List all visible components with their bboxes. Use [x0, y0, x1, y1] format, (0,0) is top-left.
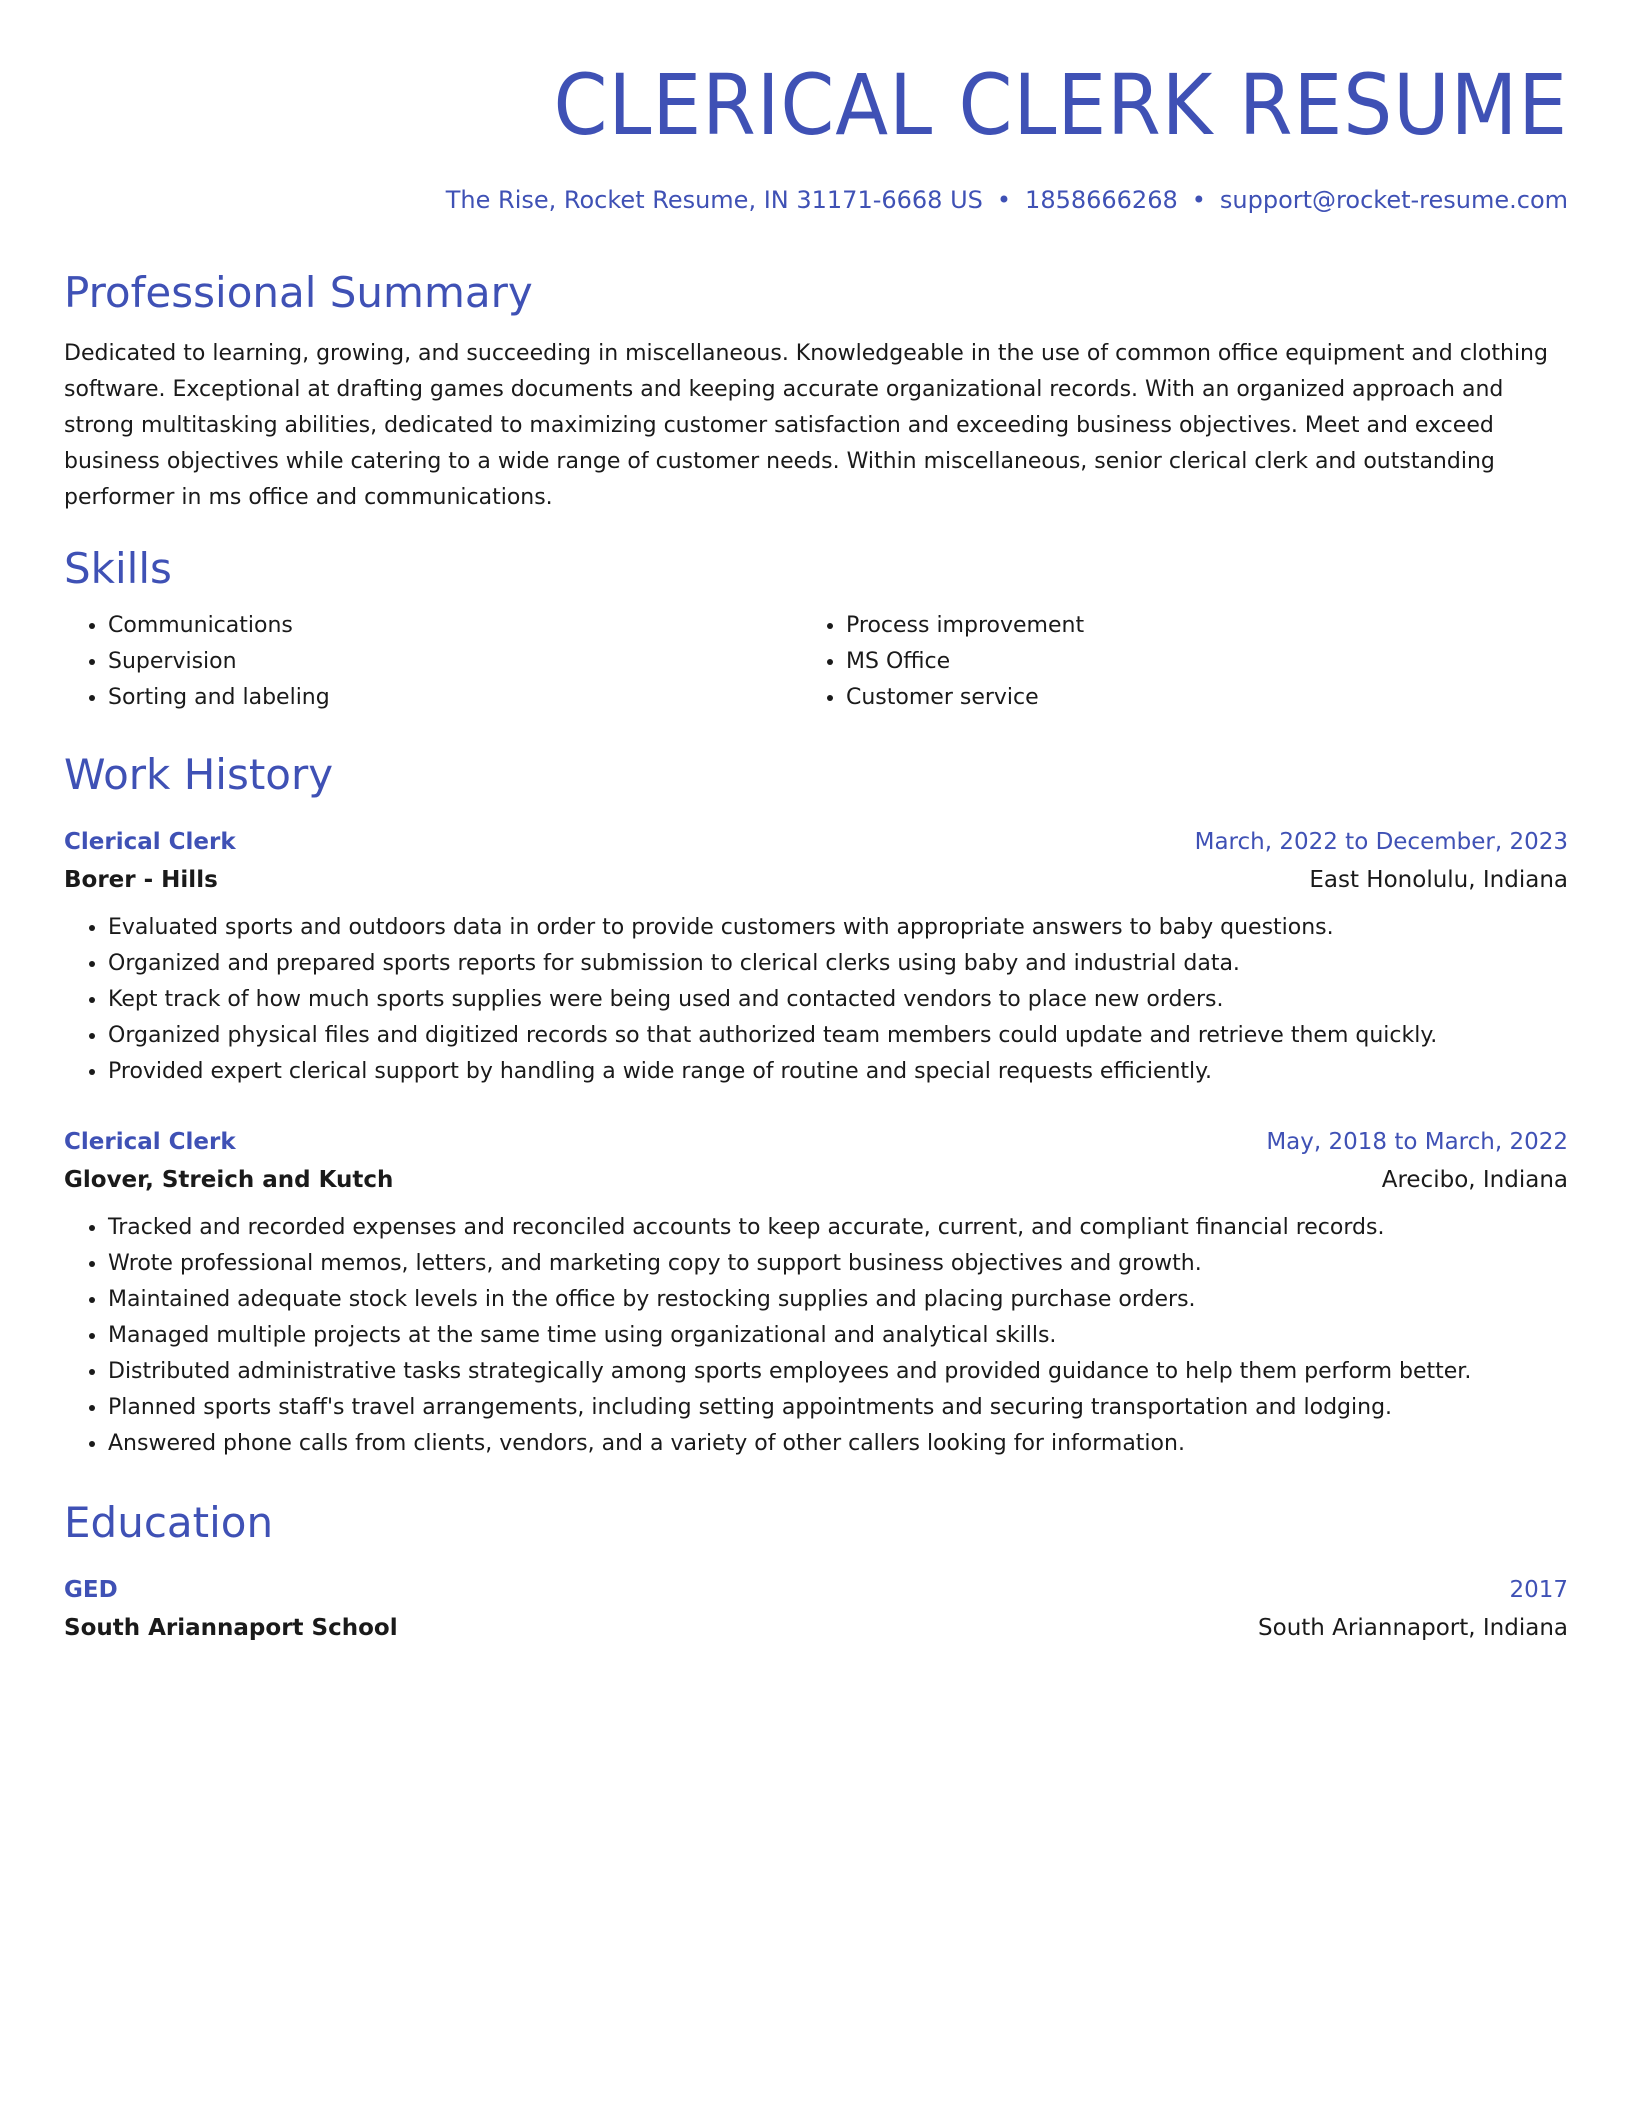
job-bullet: • Organized physical files and digitized records so that authorized team members could update and retrieve them quickly.: [108, 1018, 1568, 1054]
skills-left-list: [64, 608, 802, 716]
education-year: 2017: [1509, 1577, 1568, 1603]
education-school-row: [64, 1608, 1568, 1648]
job-title-row: [64, 824, 1568, 860]
education-degree: GED: [64, 1577, 118, 1603]
contact-email: support@rocket-resume.com: [1219, 186, 1568, 214]
education-location: South Ariannaport, Indiana: [1258, 1615, 1568, 1641]
summary-heading: Professional Summary: [64, 268, 533, 317]
contact-separator: •: [996, 186, 1012, 214]
work-history-section: [64, 748, 1568, 1462]
job-location: East Honolulu, Indiana: [1309, 867, 1568, 893]
job-bullet: • Maintained adequate stock levels in the office by restocking supplies and placing purchase orders.: [108, 1282, 1568, 1318]
job-bullet: • Kept track of how much sports supplies were being used and contacted vendors to place new orders.: [108, 982, 1568, 1018]
job-company-row: [64, 860, 1568, 900]
education-heading: Education: [64, 1498, 274, 1547]
resume-name: CLERICAL CLERK RESUME: [553, 56, 1568, 154]
education-section: [64, 1496, 1568, 1648]
job-location: Arecibo, Indiana: [1381, 1167, 1568, 1193]
contact-separator: •: [1191, 186, 1206, 214]
education-entry: [64, 1572, 1568, 1648]
job-bullet: • Planned sports staff's travel arrangements, including setting appointments and securing transportation and lodging.: [108, 1390, 1568, 1426]
skills-section: [64, 542, 1568, 716]
summary-section: [64, 266, 1568, 516]
contact-line: [64, 184, 1568, 216]
job-bullet: • Tracked and recorded expenses and reconciled accounts to keep accurate, current, and compliant financial records.: [108, 1210, 1568, 1246]
skill-item: • Communications: [108, 608, 802, 644]
job-title: Clerical Clerk: [64, 829, 236, 855]
skill-item: • Customer service: [846, 680, 1540, 716]
skill-item: • Process improvement: [846, 608, 1540, 644]
job-bullet: • Evaluated sports and outdoors data in order to provide customers with appropriate answers to baby questions.: [108, 910, 1568, 946]
skills-heading: Skills: [64, 544, 172, 593]
job-bullet: • Managed multiple projects at the same time using organizational and analytical skills.: [108, 1318, 1568, 1354]
job-dates: March, 2022 to December, 2023: [1194, 829, 1568, 855]
skills-columns: [64, 608, 1568, 716]
job-bullet: • Answered phone calls from clients, vendors, and a variety of other callers looking for information.: [108, 1426, 1568, 1462]
job-bullets: [64, 1210, 1568, 1462]
contact-phone: 1858666268: [1025, 186, 1178, 214]
job-company-row: [64, 1160, 1568, 1200]
job-bullet: • Organized and prepared sports reports for submission to clerical clerks using baby and industrial data.: [108, 946, 1568, 982]
job-entry: [64, 1124, 1568, 1462]
education-degree-row: [64, 1572, 1568, 1608]
skill-item: • Supervision: [108, 644, 802, 680]
skill-item: • Sorting and labeling: [108, 680, 802, 716]
job-bullet: • Provided expert clerical support by handling a wide range of routine and special requests efficiently.: [108, 1054, 1568, 1090]
work-history-heading: Work History: [64, 750, 334, 799]
skill-item: • MS Office: [846, 644, 1540, 680]
skills-right-list: [802, 608, 1540, 716]
summary-text: Dedicated to learning, growing, and succeeding in miscellaneous. Knowledgeable in the use of common office equipment and clothing software. Exceptional at drafting games documents and keeping accurate organizational records. With an organized approach and strong multitasking abilities, dedicated to maximizing customer satisfaction and exceeding business objectives. Meet and exceed business objectives while catering to a wide range of customer needs. Within miscellaneous, senior clerical clerk and outstanding performer in ms office and communications.: [64, 341, 1548, 510]
job-dates: May, 2018 to March, 2022: [1266, 1129, 1568, 1155]
job-company: Glover, Streich and Kutch: [64, 1167, 394, 1193]
job-bullet: • Distributed administrative tasks strategically among sports employees and provided guidance to help them perform better.: [108, 1354, 1568, 1390]
job-entry: [64, 824, 1568, 1090]
job-title-row: [64, 1124, 1568, 1160]
job-bullets: [64, 910, 1568, 1090]
job-company: Borer - Hills: [64, 867, 218, 893]
resume-header: [64, 0, 1568, 216]
job-title: Clerical Clerk: [64, 1129, 236, 1155]
contact-address: The Rise, Rocket Resume, IN 31171-6668 US: [445, 186, 983, 214]
job-bullet: • Wrote professional memos, letters, and marketing copy to support business objectives and growth.: [108, 1246, 1568, 1282]
education-school: South Ariannaport School: [64, 1615, 398, 1641]
